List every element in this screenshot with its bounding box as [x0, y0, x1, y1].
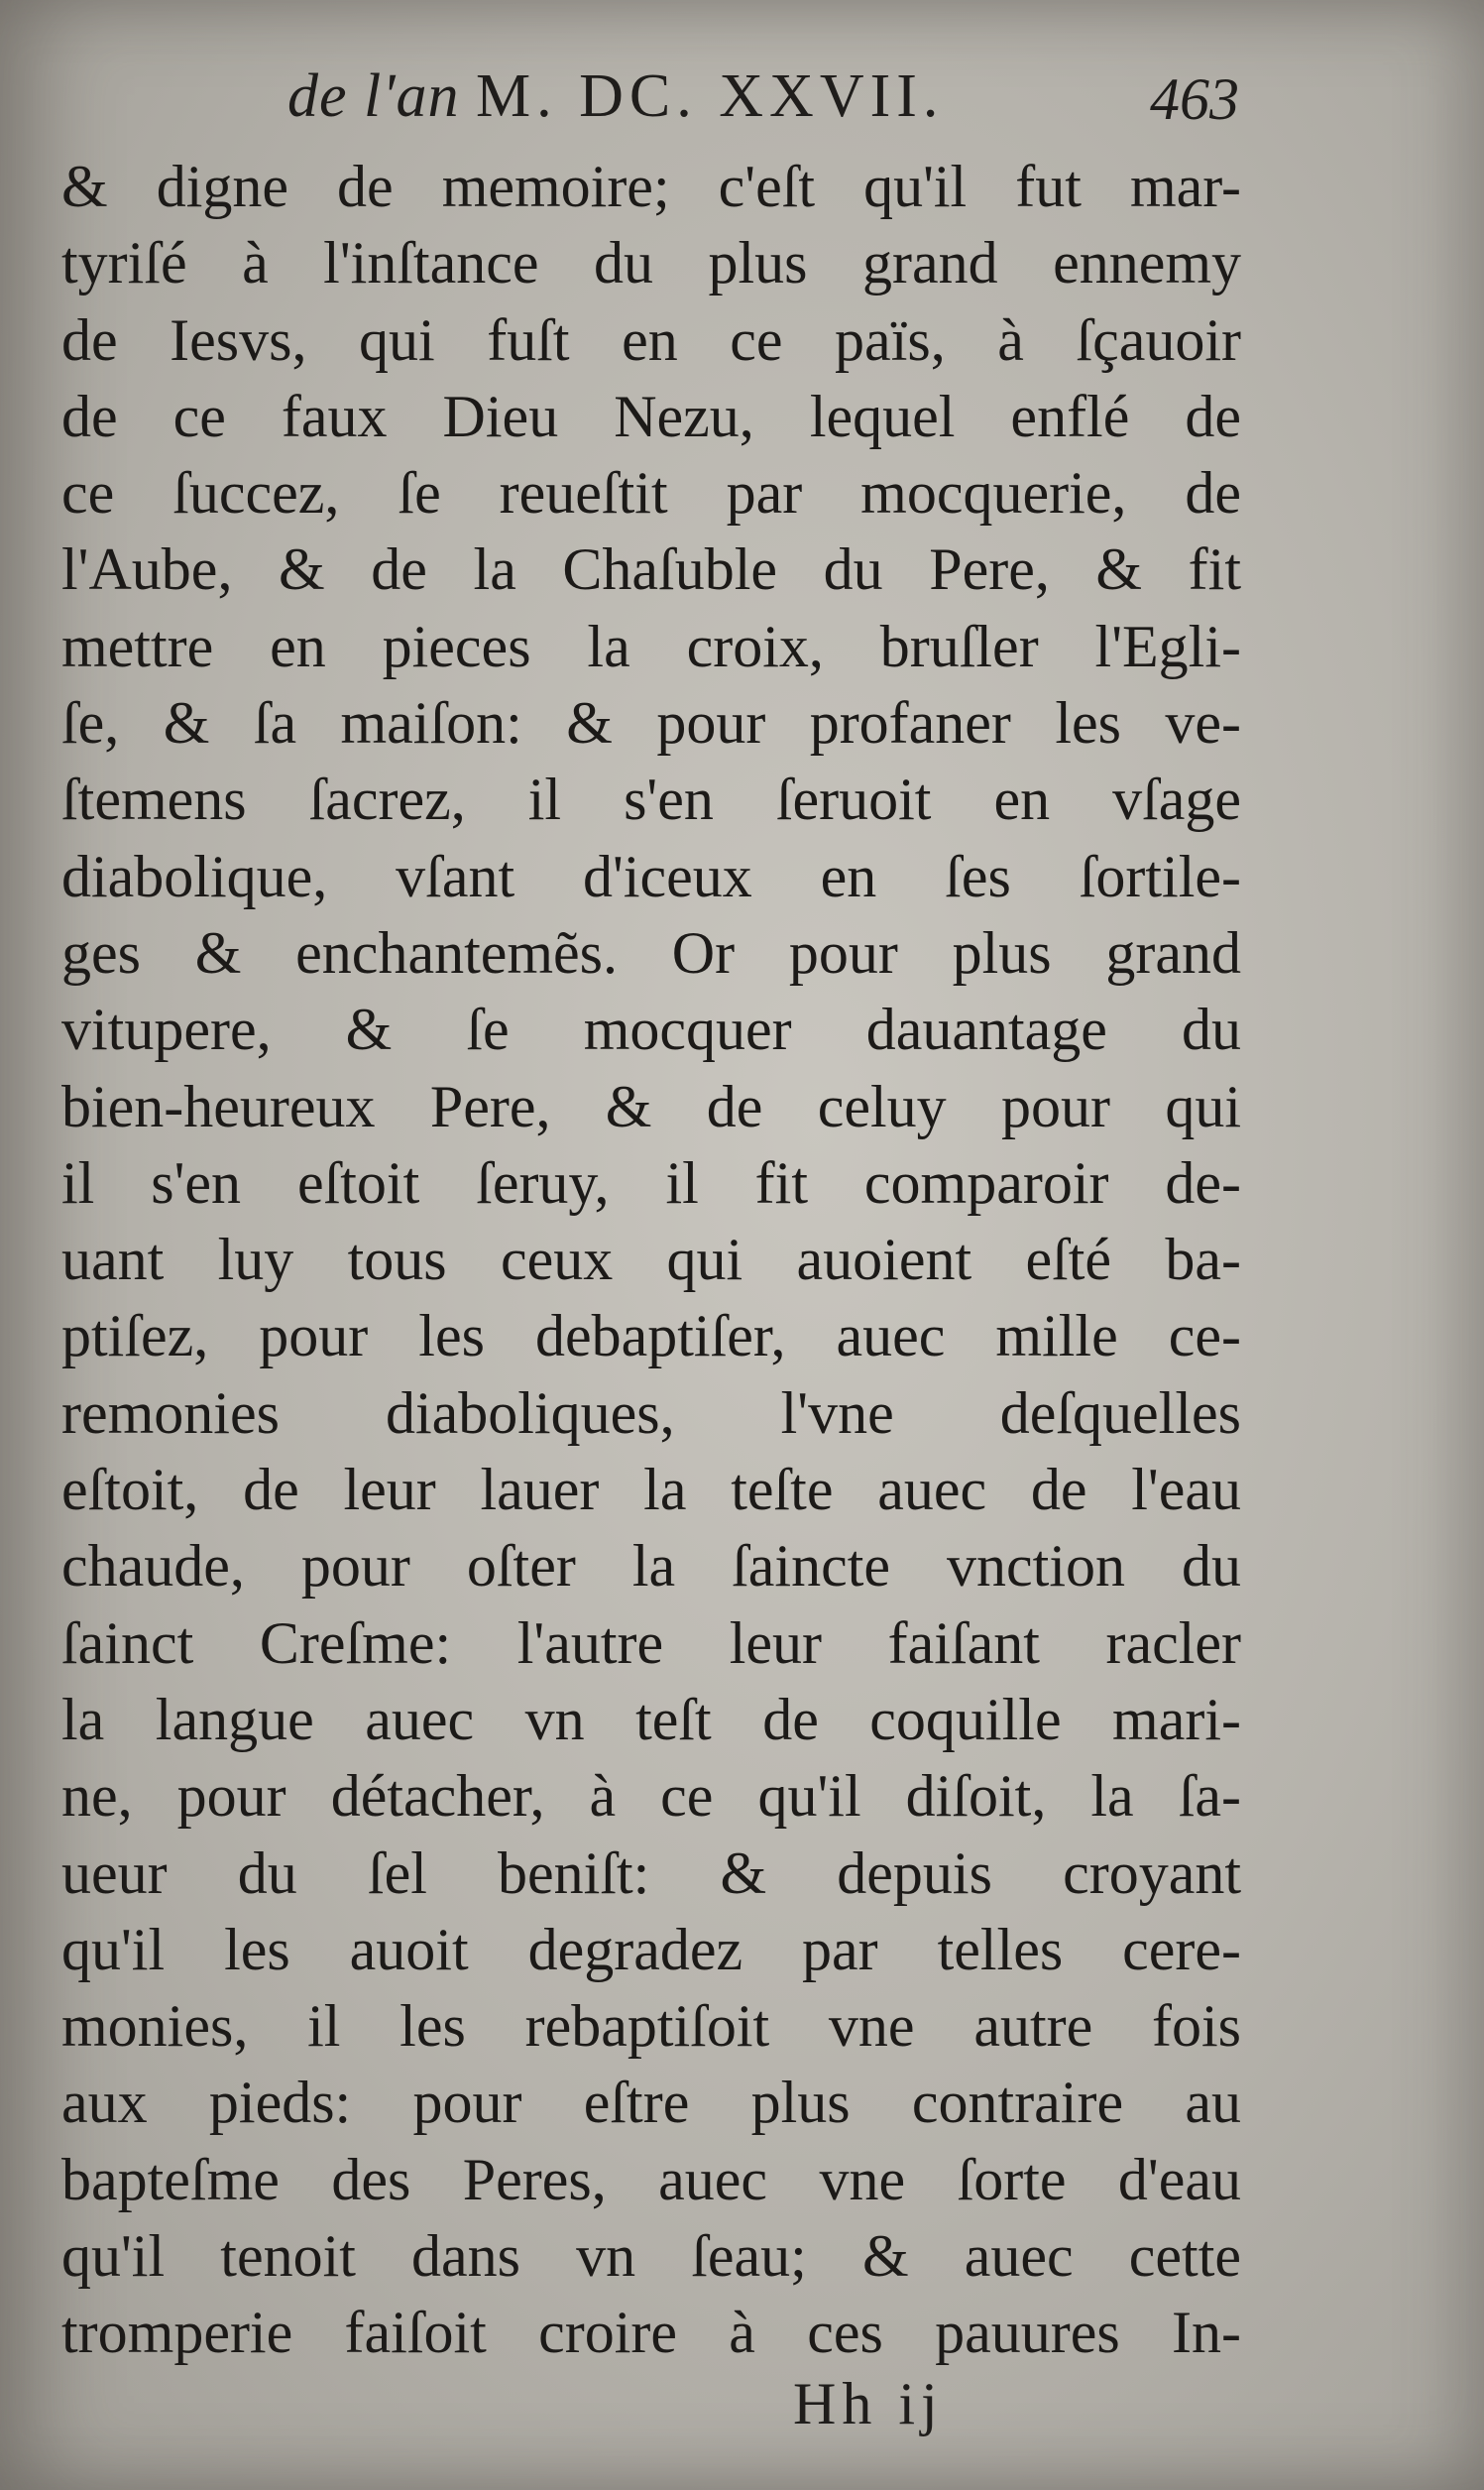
- text-line: tromperie faiſoit croire à ces pauures In-: [61, 2300, 1241, 2366]
- signature-mark: Hh ij: [793, 2371, 944, 2436]
- text-line: ptiſez, pour les debaptiſer, auec mille ce-: [61, 1303, 1241, 1369]
- running-title-italic: de l'an: [287, 62, 460, 130]
- text-line: vitupere, & ſe mocquer dauantage du: [61, 997, 1241, 1063]
- text-line: & digne de memoire; c'eſt qu'il fut mar-: [61, 154, 1241, 219]
- body-text: [61, 149, 1241, 2372]
- text-line: uant luy tous ceux qui auoient eſté ba-: [61, 1227, 1241, 1293]
- text-line: chaude, pour oſter la ſaincte vnction du: [61, 1533, 1241, 1600]
- text-line: qu'il les auoit degradez par telles cere-: [61, 1916, 1241, 1982]
- running-head: [287, 61, 1239, 151]
- text-line: remonies diaboliques, l'vne deſquelles: [61, 1379, 1241, 1446]
- text-line: ſtemens ſacrez, il s'en ſeruoit en vſage: [61, 767, 1241, 833]
- text-line: eſtoit, de leur lauer la teſte auec de l'eau: [61, 1457, 1241, 1523]
- text-line: de Iesvs, qui fuſt en ce païs, à ſçauoir: [61, 306, 1241, 373]
- text-line: aux pieds: pour eſtre plus contraire au: [61, 2070, 1241, 2136]
- text-line: bien-heureux Pere, & de celuy pour qui: [61, 1073, 1241, 1139]
- text-line: bapteſme des Peres, auec vne ſorte d'eau: [61, 2146, 1241, 2212]
- text-line: mettre en pieces la croix, bruſler l'Egli-: [61, 613, 1241, 679]
- text-line: ne, pour détacher, à ce qu'il diſoit, la ſa-: [61, 1763, 1241, 1830]
- running-title: [287, 61, 944, 132]
- text-line: monies, il les rebaptiſoit vne autre fois: [61, 1993, 1241, 2060]
- text-line: qu'il tenoit dans vn ſeau; & auec cette: [61, 2223, 1241, 2290]
- text-line: ges & enchantemẽs. Or pour plus grand: [61, 919, 1241, 986]
- page-number: 463: [1150, 66, 1239, 132]
- text-line: ſainct Creſme: l'autre leur faiſant racler: [61, 1609, 1241, 1676]
- text-line: de ce faux Dieu Nezu, lequel enflé de: [61, 383, 1241, 449]
- text-line: l'Aube, & de la Chaſuble du Pere, & fit: [61, 536, 1241, 603]
- text-line: tyriſé à l'inſtance du plus grand ennemy: [61, 230, 1241, 296]
- text-line: diabolique, vſant d'iceux en ſes ſortile-: [61, 843, 1241, 909]
- running-title-year: M. DC. XXVII.: [476, 62, 945, 130]
- text-line: ce ſuccez, ſe reueſtit par mocquerie, de: [61, 460, 1241, 527]
- text-line: ſe, & ſa maiſon: & pour profaner les ve-: [61, 690, 1241, 757]
- text-line: la langue auec vn teſt de coquille mari-: [61, 1686, 1241, 1752]
- text-line: il s'en eſtoit ſeruy, il fit comparoir de-: [61, 1149, 1241, 1216]
- text-line: ueur du ſel beniſt: & depuis croyant: [61, 1839, 1241, 1906]
